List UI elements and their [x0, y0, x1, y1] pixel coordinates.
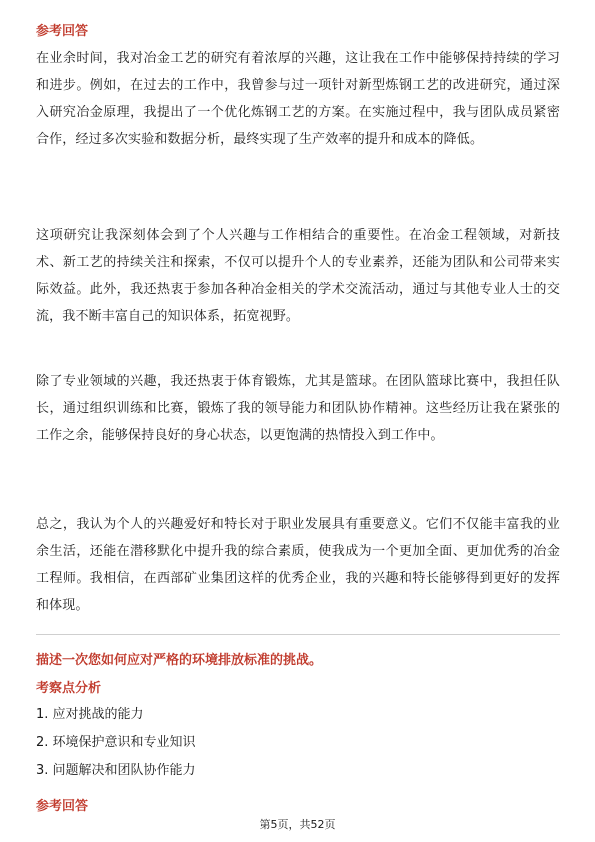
answer-paragraph-2: 这项研究让我深刻体会到了个人兴趣与工作相结合的重要性。在冶金工程领域，对新技术、新工艺的持续关注和探索，不仅可以提升个人的专业素养，还能为团队和公司带来实际效益。此外，我还热衷于参加各种冶金相关的学术交流活动，通过与其他专业人士的交流，我不断丰富自己的知识体系，拓宽视野。 — [36, 228, 560, 324]
answer-paragraph-4: 总之，我认为个人的兴趣爱好和特长对于职业发展具有重要意义。它们不仅能丰富我的业余生活，还能在潜移默化中提升我的综合素质，使我成为一个更加全面、更加优秀的冶金工程师。我相信，在西部矿业集团这样的优秀企业，我的兴趣和特长能够得到更好的发挥和体现。 — [36, 517, 560, 613]
reference-answer-heading-2: 参考回答 — [36, 799, 89, 814]
analysis-item-1: 1. 应对挑战的能力 — [36, 707, 144, 722]
answer-paragraph-3: 除了专业领域的兴趣，我还热衷于体育锻炼，尤其是篮球。在团队篮球比赛中，我担任队长，通过组织训练和比赛，锻炼了我的领导能力和团队协作精神。这些经历让我在紧张的工作之余，能够保持良好的身心状态，以更饱满的热情投入到工作中。 — [36, 374, 560, 443]
analysis-item-3: 3. 问题解决和团队协作能力 — [36, 763, 196, 778]
section-divider — [36, 634, 560, 635]
analysis-heading: 考察点分析 — [36, 681, 102, 696]
analysis-item-2: 2. 环境保护意识和专业知识 — [36, 735, 196, 750]
reference-answer-heading: 参考回答 — [36, 24, 89, 39]
document-page — [36, 0, 560, 842]
page-number-footer: 第5页，共52页 — [259, 818, 336, 831]
answer-paragraph-1: 在业余时间，我对冶金工艺的研究有着浓厚的兴趣，这让我在工作中能够保持持续的学习和进步。例如，在过去的工作中，我曾参与过一项针对新型炼钢工艺的改进研究，通过深入研究冶金原理，我提出了一个优化炼钢工艺的方案。在实施过程中，我与团队成员紧密合作，经过多次实验和数据分析，最终实现了生产效率的提升和成本的降低。 — [36, 51, 560, 147]
question-heading: 描述一次您如何应对严格的环境排放标准的挑战。 — [36, 653, 323, 668]
